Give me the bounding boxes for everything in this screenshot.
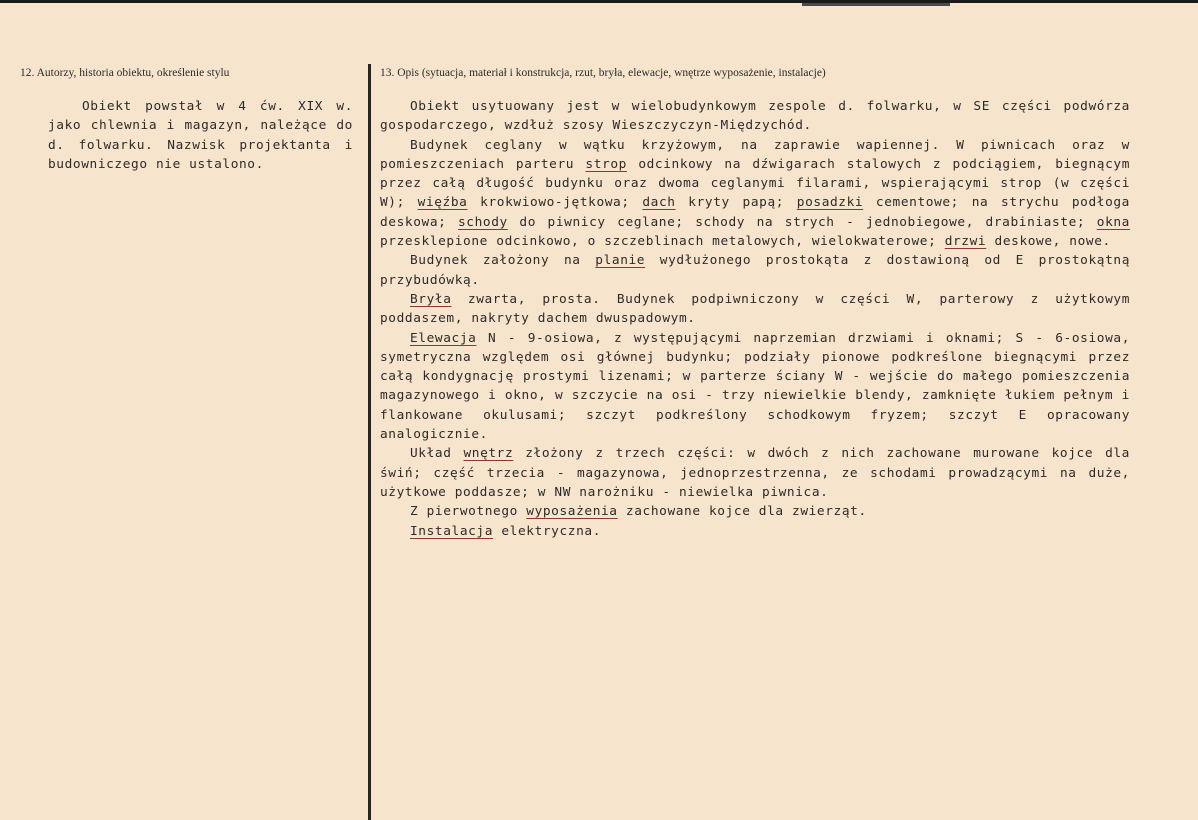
term-posadzki: posadzki xyxy=(796,195,864,211)
text-run: Układ xyxy=(410,446,464,462)
term-schody: schody xyxy=(458,214,508,230)
paragraph-elewacje xyxy=(380,329,1130,445)
text-run: krokwiowo-jętkowa; xyxy=(467,195,643,211)
paragraph-instalacje xyxy=(380,522,1130,541)
text-run: Z pierwotnego xyxy=(410,504,527,520)
text-run: Budynek założony na xyxy=(410,253,596,269)
term-instalacja: Instalacja xyxy=(410,523,494,539)
top-border xyxy=(0,0,1198,3)
text-run: elektryczna. xyxy=(493,523,602,539)
term-strop: strop xyxy=(585,156,627,172)
text-run: zwarta, prosta. Budynek podpiwniczony w części W, parterowy z użytkowym poddaszem, nakryty dachem dwuspadowym. xyxy=(380,291,1130,327)
authors-history-text: Obiekt powstał w 4 ćw. XIX w. jako chlewnia i magazyn, należące do d. folwarku. Nazwisk projektanta i budowniczego nie ustalono. xyxy=(48,99,353,172)
term-wiezba: więźba xyxy=(417,195,468,211)
paragraph-wnetrze xyxy=(380,444,1130,502)
text-run: kryty papą; xyxy=(675,195,797,211)
text-run: Budynek ceglany w wątku krzyżowym, na zaprawie wapiennej. W piwnicach oraz w pomieszczeniach parteru xyxy=(380,137,1130,172)
text-run: do piwnicy ceglane; schody na strych - jednobiegowe, drabiniaste; xyxy=(507,214,1097,230)
description-body xyxy=(380,97,1130,541)
section-12-header: 12. Autorzy, historia obiektu, określenie stylu xyxy=(20,67,230,79)
term-elewacja: Elewacja xyxy=(410,330,477,346)
paragraph-material-construction xyxy=(380,136,1130,252)
top-tab-mark xyxy=(802,3,950,6)
term-okna: okna xyxy=(1096,214,1130,230)
text-run: cementowe; na strychu podłoga deskowa; xyxy=(380,195,1130,230)
text-run: przesklepione odcinkowo, o szczeblinach metalowych, wielokwaterowe; xyxy=(380,234,945,250)
section-13-header: 13. Opis (sytuacja, materiał i konstrukcja, rzut, bryła, elewacje, wnętrze wyposażenie, instalacje) xyxy=(380,67,826,79)
term-wnetrz: wnętrz xyxy=(463,446,514,462)
paragraph-location: Obiekt usytuowany jest w wielobudynkowym zespole d. folwarku, w SE części podwórza gospodarczego, wzdłuż szosy Wieszczyczyn-Międzychód. xyxy=(380,99,1130,134)
paragraph-plan xyxy=(380,251,1130,290)
text-run: N - 9-osiowa, z występującymi naprzemian drzwiami i oknami; S - 6-osiowa, symetryczna względem osi głównej budynku; podziały pionowe podkreślone biegnącymi przez całą kondygnację prostymi lizenami; w parterze ściany W - wejście do małego pomieszczenia magazynowego i okno, w szczycie na osi - trzy niewielkie blendy, zamknięte łukiem pełnym i flankowane okulusami; szczyt podkreślony schodkowym fryzem; szczyt E opracowany analogicznie. xyxy=(380,330,1130,443)
term-dach: dach xyxy=(642,195,676,211)
text-run: deskowe, nowe. xyxy=(986,234,1111,250)
text-run: złożony z trzech części: w dwóch z nich zachowane murowane kojce dla świń; część trzecia - magazynowa, jednoprzestrzenna, ze schodami prowadzącymi na duże, użytkowe poddasze; w NW narożniku - niewielka piwnica. xyxy=(380,446,1130,500)
term-wyposazenia: wyposażenia xyxy=(526,504,618,520)
text-run: odcinkowy na dźwigarach stalowych z podciągiem, biegnącym przez całą długość budynku oraz dwoma ceglanymi filarami, wspierającymi strop (w części W); xyxy=(380,156,1130,211)
text-run: zachowane kojce dla zwierząt. xyxy=(617,504,867,520)
paragraph-bryla xyxy=(380,290,1130,329)
paragraph-wyposazenie xyxy=(380,502,1130,521)
term-bryla: Bryła xyxy=(410,291,452,307)
column-divider xyxy=(368,64,371,820)
term-planie: planie xyxy=(595,253,646,269)
term-drzwi: drzwi xyxy=(944,234,987,250)
text-run: wydłużonego prostokąta z dostawioną od E prostokątną przybudówką. xyxy=(380,253,1130,288)
